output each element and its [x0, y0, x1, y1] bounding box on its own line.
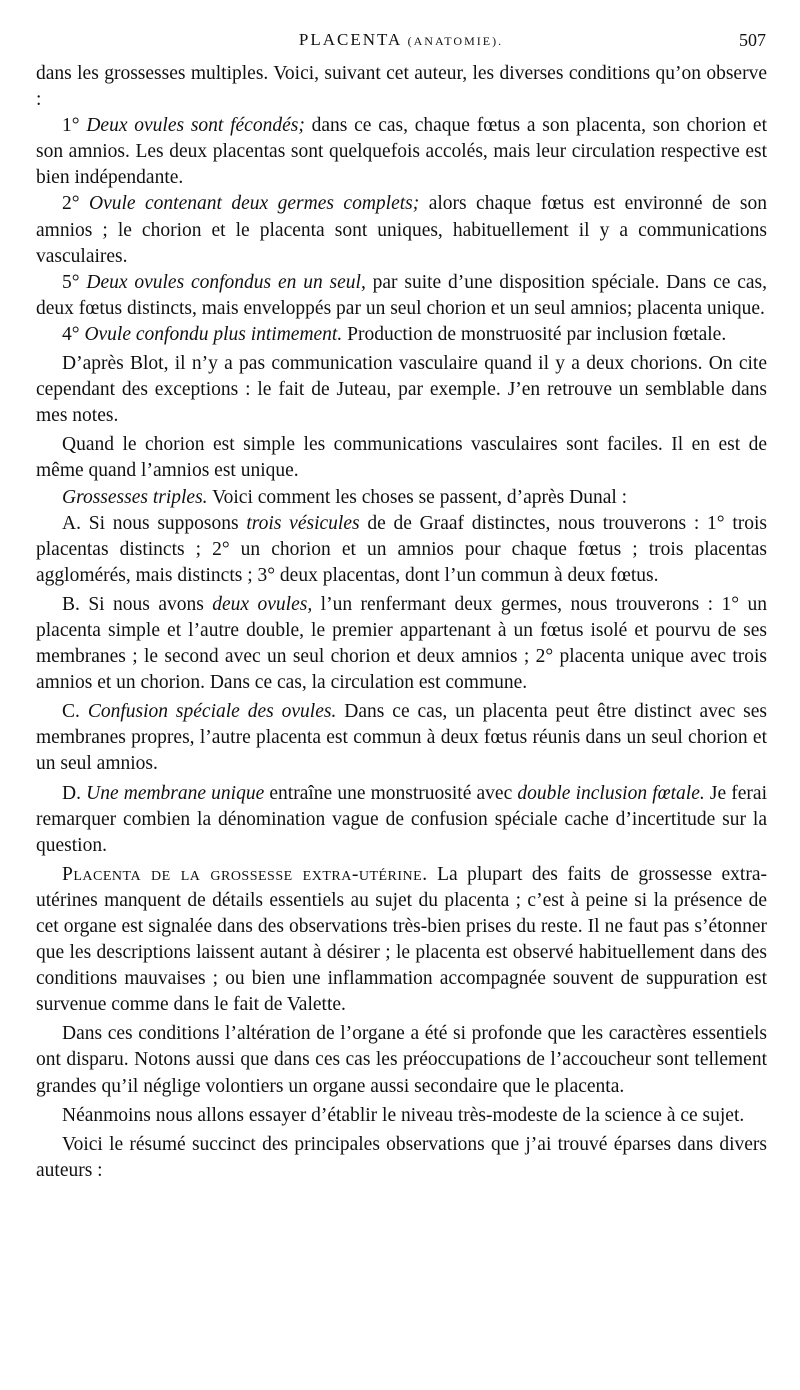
text-segment: Dans ce cas, un placenta peut être distinct avec ses membranes propres, l’autre placenta est commun à deux fœtus réunis dans un seul chorion et un seul amnios.	[36, 701, 767, 775]
text-segment: entraîne une monstruosité avec	[264, 782, 518, 804]
text-segment: Néanmoins nous allons essayer d’établir le niveau très-modeste de la science à ce sujet.	[62, 1104, 745, 1126]
text-segment: Dans ces conditions l’altération de l’organe a été si profonde que les caractères essentiels ont disparu. Notons aussi que dans ces cas les préoccupations de l’accoucheur sont tellement grandes qu’il néglige volontiers un organe aussi secondaire que le placenta.	[36, 1023, 767, 1097]
text-segment: 2°	[62, 193, 90, 215]
italic-heading: Ovule contenant deux germes complets;	[89, 193, 420, 215]
italic-heading: Ovule confondu plus intimement.	[84, 323, 343, 345]
italic-phrase: deux ovules,	[212, 593, 313, 615]
text-segment: D.	[62, 782, 87, 804]
paragraph-alteration	[36, 1021, 767, 1099]
paragraph-chorion-simple	[36, 432, 767, 484]
page-header	[36, 30, 766, 58]
text-segment: 4°	[62, 323, 85, 345]
paragraph-case-b	[36, 592, 767, 696]
text-segment: alors chaque fœtus est environné de son amnios ; le chorion et le placenta sont uniques, habituellement il y a communications vasculaires.	[36, 193, 767, 267]
paragraph-triple-intro	[36, 485, 767, 511]
paragraph-intro	[36, 61, 767, 113]
italic-phrase: double inclusion fœtale.	[517, 782, 705, 804]
text-segment: 1°	[62, 115, 87, 137]
text-segment: Voici le résumé succinct des principales observations que j’ai trouvé éparses dans divers auteurs :	[36, 1133, 767, 1181]
text-segment: Voici comment les choses se passent, d’après Dunal :	[207, 486, 628, 508]
italic-phrase: Une membrane unique	[86, 782, 265, 804]
text-segment: A. Si nous supposons	[62, 512, 247, 534]
italic-heading: Grossesses triples.	[62, 486, 208, 508]
paragraph-blot	[36, 351, 767, 429]
running-head-subtitle: (ANATOMIE).	[407, 34, 504, 48]
running-head-title: PLACENTA	[298, 30, 402, 49]
italic-heading: Deux ovules confondus en un seul,	[86, 271, 366, 293]
text-segment: C.	[62, 701, 88, 723]
paragraph-extra-uterine	[36, 862, 767, 1019]
text-segment: Quand le chorion est simple les communications vasculaires sont faciles. Il en est de même quand l’amnios est unique.	[36, 434, 767, 482]
text-segment: dans les grossesses multiples. Voici, suivant cet auteur, les diverses conditions qu’on observe :	[36, 63, 767, 111]
paragraph-case-c	[36, 699, 767, 777]
italic-heading: Deux ovules sont fécondés;	[86, 115, 305, 137]
italic-phrase: trois vésicules	[246, 512, 360, 534]
paragraph-case-d	[36, 781, 767, 859]
running-head	[36, 30, 766, 50]
paragraph-case-a	[36, 511, 767, 589]
paragraph-neanmoins	[36, 1103, 767, 1129]
text-segment: Je ferai remarquer combien la dénomination vague de confusion spéciale cache d’incertitude sur la question.	[36, 782, 768, 856]
text-segment: par suite d’une disposition spéciale. Dans ce cas, deux fœtus distincts, mais enveloppés par un seul chorion et un seul amnios; placenta unique.	[36, 271, 767, 319]
paragraph-case-2	[36, 191, 767, 269]
small-caps-heading: Placenta de la grossesse extra-utérine.	[62, 863, 428, 885]
paragraph-case-1	[36, 113, 767, 191]
page-body	[36, 61, 767, 1184]
text-segment: 5°	[62, 271, 87, 293]
paragraph-case-3	[36, 270, 767, 322]
text-segment: l’un renfermant deux germes, nous trouverons : 1° un placenta simple et l’autre double, le premier appartenant à un fœtus isolé et pourvu de ses membranes ; le second avec un seul chorion et deux amnios ; 2° placenta unique avec trois amnios et un chorion. Dans ce cas, la circulation est commune.	[36, 593, 767, 694]
page-number: 507	[739, 30, 766, 50]
text-segment: D’après Blot, il n’y a pas communication vasculaire quand il y a deux chorions. On cite cependant des exceptions : le fait de Juteau, par exemple. J’en retrouve un semblable dans mes notes.	[36, 353, 767, 427]
paragraph-case-4	[36, 322, 767, 348]
text-segment: de de Graaf distinctes, nous trouverons : 1° trois placentas distincts ; 2° un chorion et un amnios pour chaque fœtus ; trois placentas agglomérés, mais distincts ; 3° deux placentas, dont l’un commun à deux fœtus.	[36, 512, 768, 586]
text-segment: dans ce cas, chaque fœtus a son placenta, son chorion et son amnios. Les deux placentas sont quelquefois accolés, mais leur circulation respective est bien indépendante.	[36, 115, 767, 189]
text-segment: Production de monstruosité par inclusion fœtale.	[342, 323, 727, 345]
italic-heading: Confusion spéciale des ovules.	[87, 701, 337, 723]
text-segment: B. Si nous avons	[62, 593, 213, 615]
text-segment: La plupart des faits de grossesse extra-utérines manquent de détails essentiels au sujet du placenta ; c’est à peine si la présence de cet organe est signalée dans des observations très-bien prises du reste. Il ne faut pas s’étonner que les descriptions laissent autant à désirer ; le placenta est observé habituellement dans des conditions mauvaises ; ou bien une inflammation accompagnée souvent de suppuration est survenue comme dans le fait de Valette.	[36, 863, 767, 1016]
paragraph-resume	[36, 1132, 767, 1184]
